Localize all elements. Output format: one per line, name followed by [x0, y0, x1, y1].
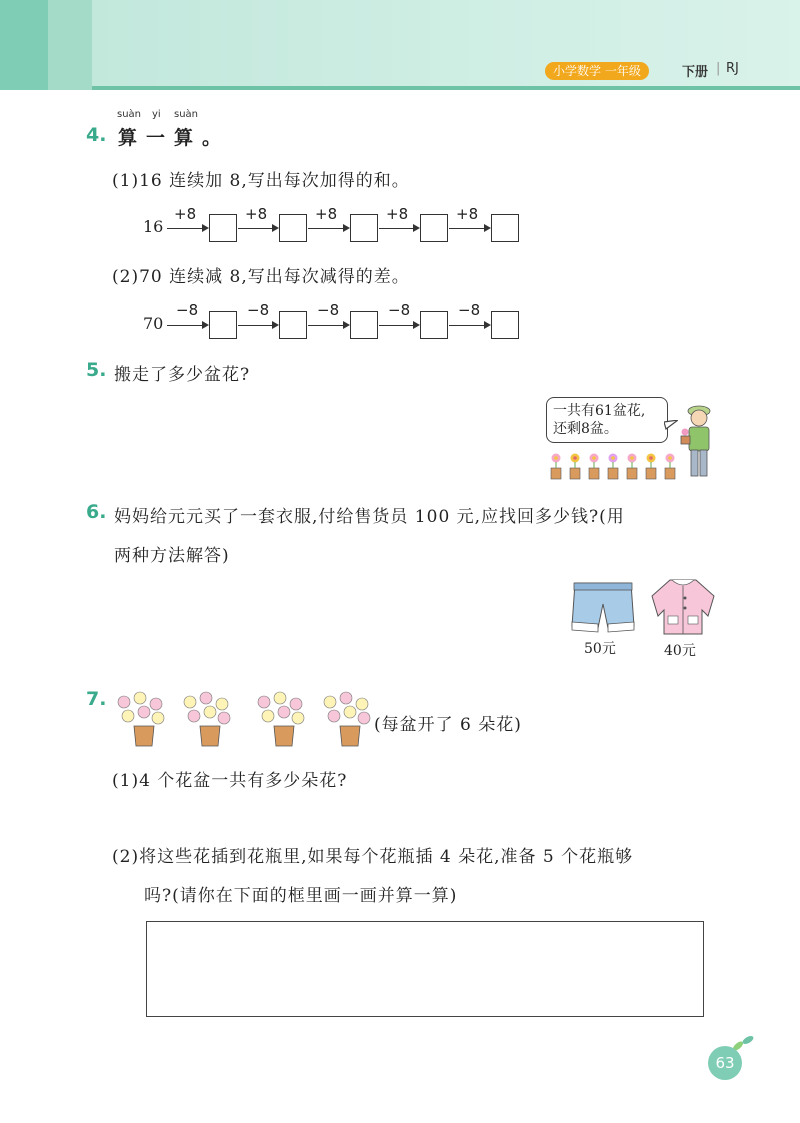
arrow-icon — [449, 228, 489, 229]
arrow-icon — [308, 228, 348, 229]
chain-start-add: 16 — [143, 217, 164, 236]
arrow-icon — [238, 325, 277, 326]
op-label: −8 — [176, 301, 199, 319]
edition-label: RJ — [726, 61, 739, 76]
op-label: +8 — [456, 205, 479, 223]
arrow-icon — [167, 228, 207, 229]
coat-icon — [648, 576, 718, 638]
answer-box-subtract-3[interactable] — [350, 311, 378, 339]
answer-box-add-4[interactable] — [420, 214, 448, 242]
flower-pot-icon — [646, 454, 656, 480]
op-label: −8 — [317, 301, 340, 319]
q4-part2-text: (2)70 连续减 8,写出每次减得的差。 — [112, 267, 410, 287]
question-title-4: 算一算。 — [118, 127, 231, 149]
op-label: +8 — [386, 205, 409, 223]
question-note-7: (每盆开了 6 朵花) — [374, 715, 522, 735]
flower-pot-icon — [551, 454, 561, 480]
chain-start-subtract: 70 — [143, 314, 164, 333]
answer-box-subtract-1[interactable] — [209, 311, 237, 339]
op-label: −8 — [388, 301, 411, 319]
pinyin: suàn — [174, 109, 199, 120]
answer-box-subtract-5[interactable] — [491, 311, 519, 339]
answer-box-subtract-2[interactable] — [279, 311, 307, 339]
flower-pot-row — [548, 450, 682, 482]
header-stripe — [48, 0, 92, 90]
flower-pot-icon — [570, 454, 580, 480]
question-text-5: 搬走了多少盆花? — [114, 365, 251, 385]
gardener-icon — [678, 402, 720, 480]
q7-part2-line1: (2)将这些花插到花瓶里,如果每个花瓶插 4 朵花,准备 5 个花瓶够 — [112, 847, 634, 867]
arrow-icon — [379, 228, 418, 229]
flower-pot-icon — [627, 454, 637, 480]
shorts-icon — [570, 580, 636, 636]
bubble-tail-icon — [664, 420, 678, 430]
question-text-6-line2: 两种方法解答) — [114, 546, 230, 566]
arrow-icon — [167, 325, 207, 326]
answer-box-add-2[interactable] — [279, 214, 307, 242]
pinyin: suàn — [117, 109, 142, 120]
pinyin: yi — [152, 109, 161, 120]
flower-pots-row — [112, 690, 374, 748]
q7-part2-line2: 吗?(请你在下面的框里画一画并算一算) — [144, 886, 458, 906]
flower-pot-icon — [608, 454, 618, 480]
page-number: 63 — [708, 1046, 742, 1080]
question-number-4: 4. — [86, 124, 107, 146]
answer-box-subtract-4[interactable] — [420, 311, 448, 339]
answer-box-add-1[interactable] — [209, 214, 237, 242]
drawing-answer-box[interactable] — [146, 921, 704, 1017]
page-header — [0, 0, 800, 90]
answer-box-add-5[interactable] — [491, 214, 519, 242]
shorts-price: 50元 — [584, 641, 616, 657]
header-rule — [92, 86, 800, 90]
question-number-6: 6. — [86, 501, 107, 523]
op-label: −8 — [458, 301, 481, 319]
potted-flower-icon — [258, 692, 304, 746]
bubble-line: 一共有61盆花, — [553, 403, 646, 419]
potted-flower-icon — [324, 692, 370, 746]
header-separator: | — [716, 61, 721, 76]
coat-price: 40元 — [664, 643, 696, 659]
question-text-6-line1: 妈妈给元元买了一套衣服,付给售货员 100 元,应找回多少钱?(用 — [114, 507, 625, 527]
potted-flower-icon — [118, 692, 164, 746]
arrow-icon — [449, 325, 489, 326]
question-number-5: 5. — [86, 359, 107, 381]
flower-pot-icon — [665, 454, 675, 480]
arrow-icon — [308, 325, 348, 326]
q4-part1-text: (1)16 连续加 8,写出每次加得的和。 — [112, 171, 410, 191]
potted-flower-icon — [184, 692, 230, 746]
header-stripe — [0, 0, 48, 90]
speech-bubble-icon — [546, 397, 668, 443]
grade-badge: 小学数学 一年级 — [545, 62, 649, 80]
op-label: −8 — [247, 301, 270, 319]
op-label: +8 — [315, 205, 338, 223]
volume-label: 下册 — [682, 65, 709, 80]
arrow-icon — [238, 228, 277, 229]
answer-box-add-3[interactable] — [350, 214, 378, 242]
op-label: +8 — [174, 205, 197, 223]
flower-pot-icon — [589, 454, 599, 480]
arrow-icon — [379, 325, 418, 326]
question-number-7: 7. — [86, 688, 107, 710]
op-label: +8 — [245, 205, 268, 223]
bubble-line: 还剩8盆。 — [553, 421, 618, 437]
q7-part1-text: (1)4 个花盆一共有多少朵花? — [112, 771, 348, 791]
